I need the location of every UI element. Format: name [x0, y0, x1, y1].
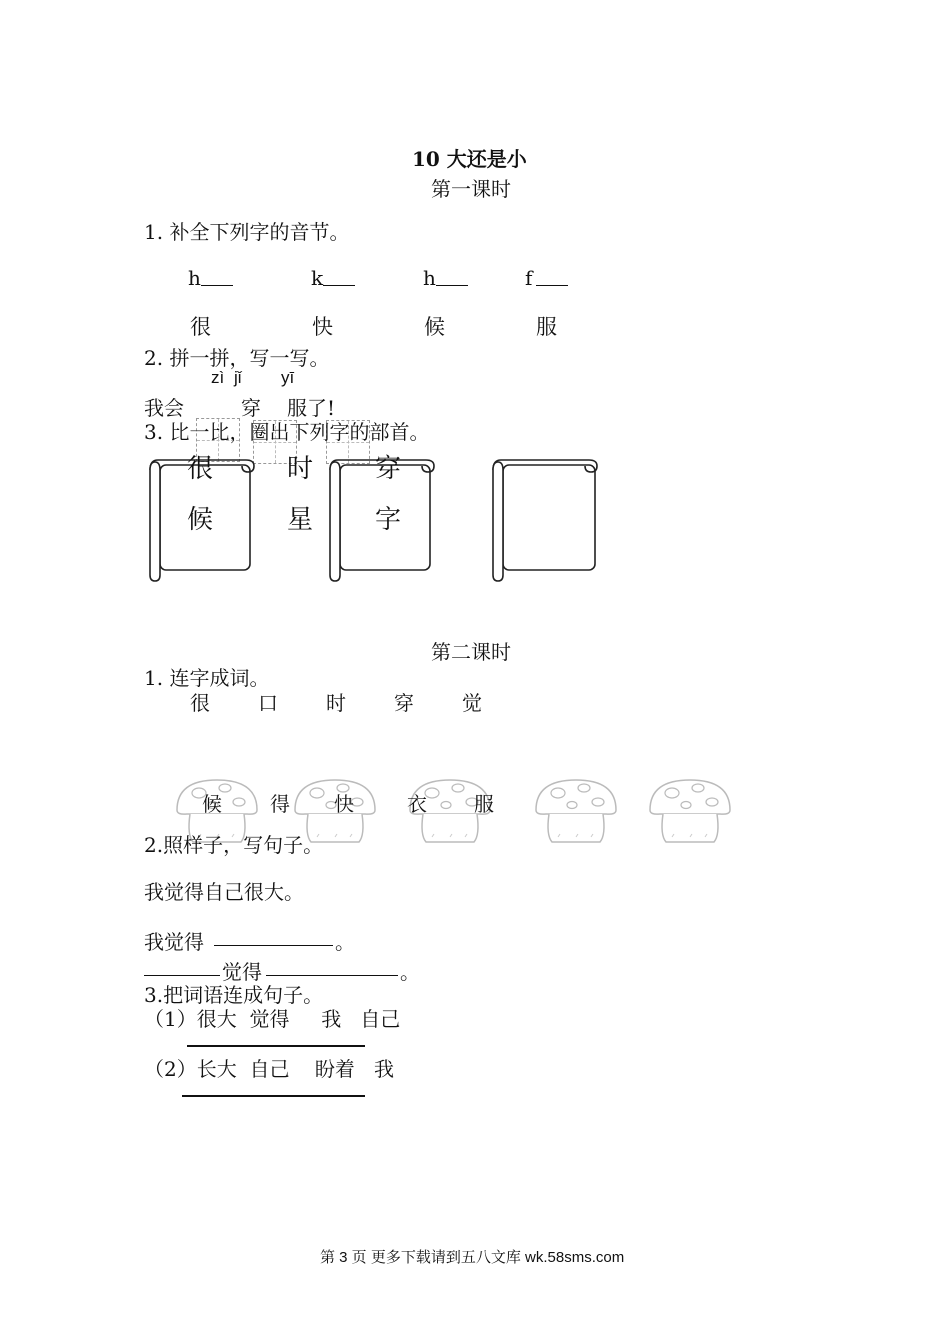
- page-title: 10 大还是小: [412, 147, 527, 171]
- sentence-mid: 穿: [241, 396, 261, 420]
- line2-blank-2[interactable]: [266, 975, 398, 976]
- radical-char-shi[interactable]: 时: [287, 454, 314, 484]
- sentence-start: 我会: [144, 396, 184, 420]
- page-footer: 第 3 页 更多下载请到五八文库 wk.58sms.com: [320, 1249, 625, 1266]
- pinyin-ji: jǐ: [234, 368, 242, 387]
- initial-2: k: [311, 266, 324, 290]
- line1-blank[interactable]: [214, 945, 333, 946]
- radical-char-zi[interactable]: 字: [375, 505, 402, 535]
- order-item-1: （1）很大 觉得 我 自己: [144, 1007, 401, 1031]
- bottom-char-3[interactable]: 快: [334, 792, 354, 816]
- line1-end: 。: [335, 930, 355, 954]
- q2-prompt: 2. 拼一拼，写一写。: [144, 346, 330, 370]
- bottom-char-1[interactable]: 候: [202, 792, 222, 816]
- example-sentence: 我觉得自己很大。: [144, 880, 304, 904]
- bottom-char-4[interactable]: 衣: [407, 792, 427, 816]
- char-kuai: 快: [312, 315, 333, 339]
- radical-char-chuan[interactable]: 穿: [375, 454, 402, 484]
- lesson1-heading: 第一课时: [431, 177, 511, 201]
- bottom-char-5[interactable]: 服: [474, 792, 494, 816]
- radical-char-hou[interactable]: 候: [187, 505, 214, 535]
- initial-3: h: [423, 266, 436, 290]
- line2-mid: 觉得: [222, 960, 262, 984]
- l2-q2-prompt: 2.照样子，写句子。: [144, 833, 324, 857]
- char-fu: 服: [536, 315, 557, 339]
- top-char-4[interactable]: 穿: [394, 691, 414, 715]
- top-char-3[interactable]: 时: [326, 691, 346, 715]
- answer-line-1[interactable]: [187, 1045, 365, 1047]
- char-hen: 很: [190, 315, 211, 339]
- top-char-5[interactable]: 觉: [462, 691, 482, 715]
- pinyin-zi: zì: [211, 368, 225, 387]
- q1-prompt: 1. 补全下列字的音节。: [144, 220, 350, 244]
- radical-char-hen[interactable]: 很: [187, 454, 214, 484]
- top-char-2[interactable]: 口: [258, 691, 278, 715]
- line2-end: 。: [400, 960, 420, 984]
- q3-prompt: 3. 比一比，圈出下列字的部首。: [144, 420, 430, 444]
- sentence-end: 服了!: [287, 396, 336, 420]
- pinyin-yi: yī: [281, 368, 295, 387]
- top-char-1[interactable]: 很: [190, 691, 210, 715]
- bottom-char-2[interactable]: 得: [270, 792, 290, 816]
- radical-char-xing[interactable]: 星: [287, 505, 314, 535]
- lesson2-heading: 第二课时: [431, 640, 511, 664]
- initial-4: f: [525, 266, 533, 290]
- line1-start: 我觉得: [144, 930, 204, 954]
- line2-blank-1[interactable]: [144, 975, 220, 976]
- l2-q1-prompt: 1. 连字成词。: [144, 666, 270, 690]
- l2-q3-prompt: 3.把词语连成句子。: [144, 983, 324, 1007]
- initial-1: h: [188, 266, 201, 290]
- char-hou: 候: [424, 315, 445, 339]
- order-item-2: （2）长大 自己 盼着 我: [144, 1057, 394, 1081]
- answer-line-2[interactable]: [182, 1095, 365, 1097]
